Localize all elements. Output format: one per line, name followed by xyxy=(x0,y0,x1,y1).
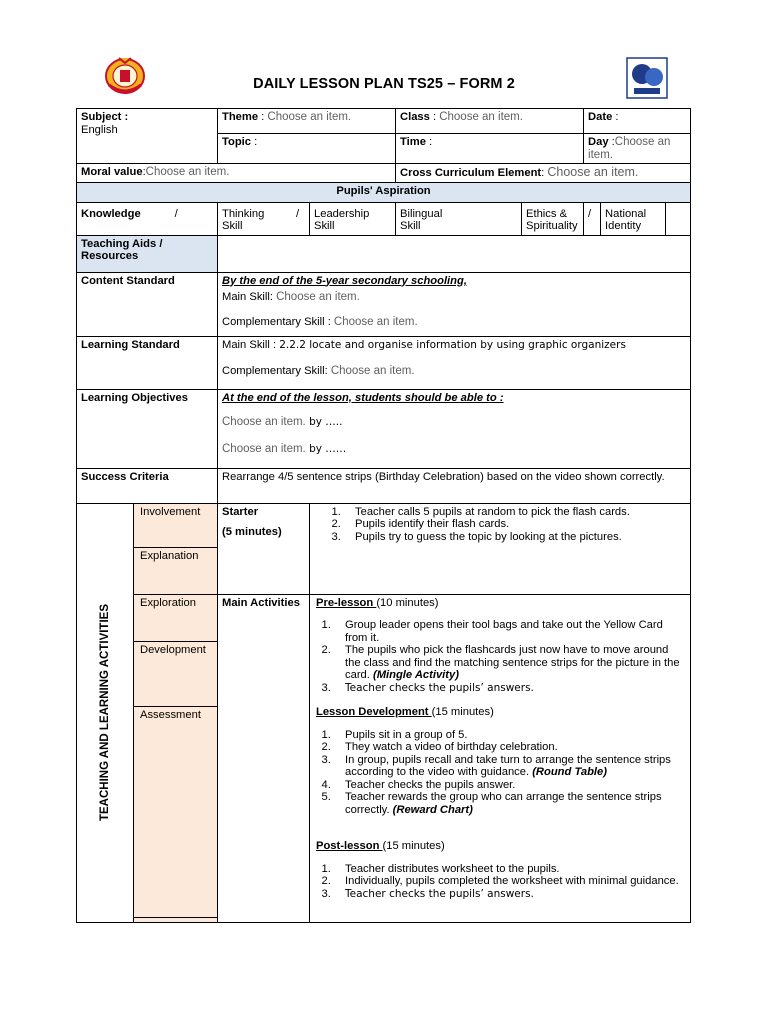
activities-side-cell xyxy=(77,503,134,922)
content-standard-label: Content Standard xyxy=(77,272,218,336)
list-item: 1. Teacher calls 5 pupils at random to pick the flash cards. xyxy=(344,506,686,519)
teaching-aids-value[interactable] xyxy=(218,235,691,272)
moral-dropdown[interactable]: Choose an item. xyxy=(145,166,230,178)
class-cell[interactable]: Class : Choose an item. xyxy=(396,109,584,134)
starter-cell xyxy=(218,503,310,594)
starter-steps xyxy=(314,506,686,544)
main-activities-steps-cell: Pre-lesson (10 minutes) 1. Group leader opens their tool bags and take out the Yellow Card from it. 2. The pupils who pick the flashcards just now have to move around the class and find the matching sentence strips for the picture in the card. (Mingle Activity) 3. Teacher checks the pupils’ answers. Lesson Development (15 minutes) 1. Pupils sit in a group of 5. 2. They watch a video of birthday celebration. 3. In group, pupils recall and take turn to arrange the sentence strips according to the video with guidance. (Round Table) 4. Teacher checks the pupils answer. 5. Teacher rewards the group who can arrange the sentence strips correctly. (Reward Chart) Post-lesson (15 minutes) 1. Teacher distributes worksheet to the pupils. 2. Individually, pupils completed the worksheet with minimal guidance. 3. Teacher checks the pupils’ answers. xyxy=(310,594,691,922)
list-item: 2. They watch a video of birthday celebration. xyxy=(334,741,686,754)
aspiration-bilingual: Bilingual Skill xyxy=(396,202,522,235)
time-cell[interactable]: Time : xyxy=(396,134,584,164)
content-comp-skill-dropdown[interactable]: Choose an item. xyxy=(333,315,418,328)
subject-label: Subject : xyxy=(81,111,129,123)
list-item: 1. Group leader opens their tool bags and take out the Yellow Card from it. xyxy=(334,619,686,644)
day-dropdown[interactable]: Choose an item. xyxy=(588,136,671,161)
teaching-aids-label: Teaching Aids / Resources xyxy=(77,235,218,272)
list-item: 3. In group, pupils recall and take turn to arrange the sentence strips according to the video with guidance. (Round Table) xyxy=(334,754,686,779)
day-label: Day xyxy=(588,136,609,148)
subject-value: English xyxy=(81,123,118,136)
objective-2-dropdown[interactable]: Choose an item. xyxy=(222,442,306,455)
moral-label: Moral value xyxy=(81,166,143,178)
aspiration-mark: / xyxy=(584,202,601,235)
moral-value-cell[interactable]: Moral value:Choose an item. xyxy=(77,164,396,183)
learning-standard-cell: Main Skill : 2.2.2 locate and organise information by using graphic organizers Complementary Skill: Choose an item. xyxy=(218,336,691,389)
main-activities-label: Main Activities xyxy=(222,596,300,609)
subject-cell xyxy=(77,109,218,164)
aspiration-national: National Identity xyxy=(601,202,666,235)
date-cell[interactable]: Date : xyxy=(584,109,691,134)
cce-cell[interactable]: Cross Curriculum Element: Choose an item. xyxy=(396,164,691,183)
stage-filler xyxy=(134,917,218,922)
list-item: 3. Pupils try to guess the topic by looking at the pictures. xyxy=(344,531,686,544)
starter-label: Starter xyxy=(222,505,259,518)
theme-label: Theme xyxy=(222,111,259,123)
activities-side-label: TEACHING AND LEARNING ACTIVITIES xyxy=(98,603,111,821)
success-criteria-label: Success Criteria xyxy=(77,468,218,503)
day-cell[interactable]: Day :Choose an item. xyxy=(584,134,691,164)
aspiration-thinking: Thinking Skill/ xyxy=(218,202,310,235)
objective-1-dropdown[interactable]: Choose an item. xyxy=(222,416,306,428)
lesson-plan-table xyxy=(76,108,691,923)
list-item: 5. Teacher rewards the group who can arrange the sentence strips correctly. (Reward Chart) xyxy=(334,791,686,816)
success-criteria-text: Rearrange 4/5 sentence strips (Birthday Celebration) based on the video shown correctly. xyxy=(218,468,691,503)
content-main-skill-dropdown[interactable]: Choose an item. xyxy=(276,291,360,303)
stage-assessment: Assessment xyxy=(134,706,218,917)
stage-exploration: Exploration xyxy=(134,594,218,641)
theme-cell[interactable]: Theme : Choose an item. xyxy=(218,109,396,134)
list-item: 3. Teacher checks the pupils’ answers. xyxy=(334,888,686,901)
learning-comp-skill-dropdown[interactable]: Choose an item. xyxy=(330,365,415,377)
list-item: 2. The pupils who pick the flashcards just now have to move around the class and find the matching sentence strips for the picture in the card. (Mingle Activity) xyxy=(334,644,686,682)
list-item: 4. Teacher checks the pupils answer. xyxy=(334,779,686,792)
aspiration-mark: / xyxy=(296,207,300,220)
post-lesson-heading: Post-lesson xyxy=(316,840,383,852)
class-label: Class xyxy=(400,111,430,123)
post-lesson-steps xyxy=(316,863,686,901)
aspiration-leadership: Leadership Skill xyxy=(310,202,396,235)
starter-steps-cell xyxy=(310,503,691,594)
stage-explanation: Explanation xyxy=(134,547,218,594)
pre-lesson-steps xyxy=(316,619,686,694)
objectives-intro: At the end of the lesson, students should be able to : xyxy=(222,391,504,404)
list-item: 2. Individually, pupils completed the worksheet with minimal guidance. xyxy=(334,875,686,888)
pre-lesson-heading: Pre-lesson xyxy=(316,596,377,609)
theme-dropdown[interactable]: Choose an item. xyxy=(267,111,352,123)
learning-main-skill[interactable]: 2.2.2 locate and organise information by using graphic organizers xyxy=(279,338,626,351)
topic-label: Topic xyxy=(222,136,252,148)
development-steps xyxy=(316,729,686,817)
list-item: 3. Teacher checks the pupils’ answers. xyxy=(334,682,686,695)
stage-development: Development xyxy=(134,641,218,706)
starter-duration: (5 minutes) xyxy=(222,526,282,538)
cce-dropdown[interactable]: Choose an item. xyxy=(547,165,639,179)
page-title: DAILY LESSON PLAN TS25 – FORM 2 xyxy=(253,76,515,92)
learning-objectives-label: Learning Objectives xyxy=(77,389,218,468)
aspiration-mark: / xyxy=(174,207,178,220)
main-activities-cell xyxy=(218,594,310,922)
aspiration-mark xyxy=(666,202,691,235)
list-item: 2. Pupils identify their flash cards. xyxy=(344,518,686,531)
class-dropdown[interactable]: Choose an item. xyxy=(439,111,523,123)
date-label: Date xyxy=(588,111,613,123)
aspiration-knowledge: Knowledge / xyxy=(77,202,218,235)
aspiration-ethics: Ethics & Spirituality xyxy=(522,202,584,235)
topic-cell[interactable]: Topic : xyxy=(218,134,396,164)
cce-label: Cross Curriculum Element xyxy=(400,167,542,179)
content-standard-intro: By the end of the 5-year secondary schooling, xyxy=(222,274,467,287)
time-label: Time xyxy=(400,136,426,148)
aspiration-heading: Pupils' Aspiration xyxy=(77,182,691,202)
learning-objectives-cell: At the end of the lesson, students should be able to : Choose an item. by ….. Choose an item. by …… xyxy=(218,389,691,468)
learning-standard-label: Learning Standard xyxy=(77,336,218,389)
list-item: 1. Pupils sit in a group of 5. xyxy=(334,729,686,742)
content-standard-cell: By the end of the 5-year secondary schooling, Main Skill: Choose an item. Complementary Skill : Choose an item. xyxy=(218,272,691,336)
stage-involvement: Involvement xyxy=(134,503,218,547)
lesson-development-heading: Lesson Development xyxy=(316,706,432,718)
list-item: 1. Teacher distributes worksheet to the pupils. xyxy=(334,863,686,876)
